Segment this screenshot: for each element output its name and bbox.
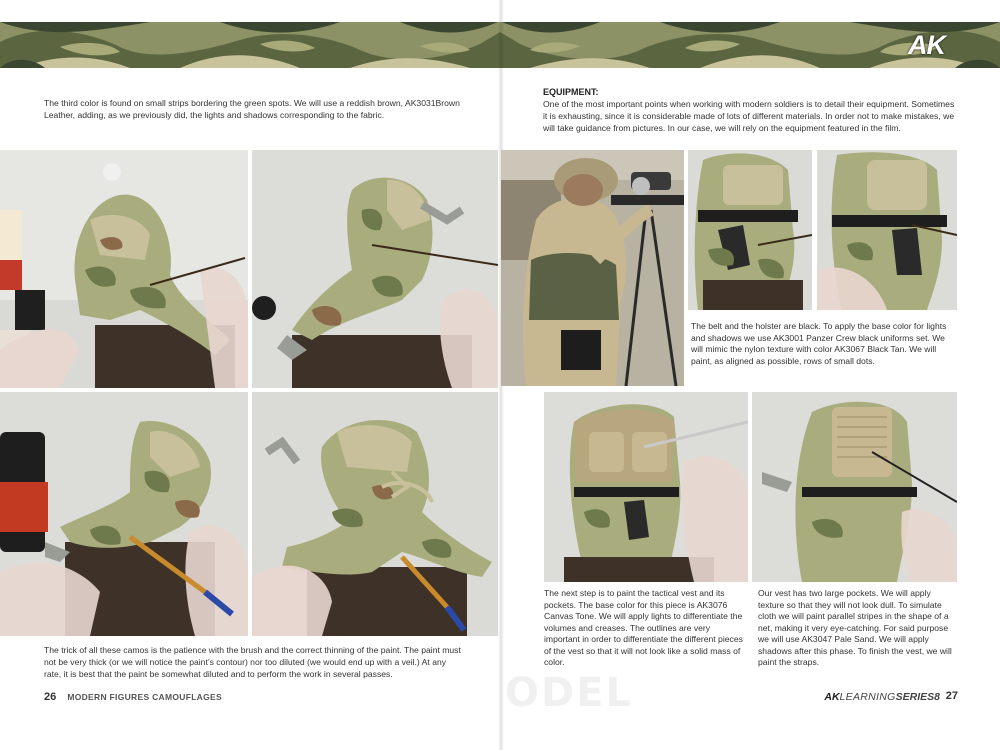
equipment-heading: EQUIPMENT: bbox=[543, 87, 599, 97]
series-learning: LEARNING bbox=[839, 691, 896, 703]
left-intro-paragraph: The third color is found on small strips bordering the green spots. We will use a reddish brown, AK3031Brown Leather, adding, as we previously did, the lights and shadows corresponding to the fabric. bbox=[44, 98, 460, 120]
left-bottom-paragraph: The trick of all these camos is the patience with the brush and the correct thinning of the paint. The paint must not be very thick (or we will notice the paint’s contour) nor too diluted (we would end up with a veil.) At any rate, it is best that the paint be somewhat diluted and to perform the work in several passes. bbox=[44, 645, 461, 679]
photo-belt-holster-2 bbox=[817, 150, 957, 310]
vest-pockets-paragraph: Our vest has two large pockets. We will apply texture so that they will not look dull. To simulate cloth we will paint parallel stripes in the shape of a net, making it very eye-catching. For said purpose we will use AK3047 Pale Sand. We will apply shadows after this phase. To finish the vest, we will paint the straps. bbox=[758, 588, 952, 667]
photo-soldier-reference bbox=[501, 150, 684, 386]
series-name: SERIES8 bbox=[895, 691, 940, 703]
equipment-intro-paragraph: One of the most important points when working with modern soldiers is to detail their equipment. Sometimes it is exhausting, since it is considerable made of lots of different materials. In order not to make mistakes, we will take guidance from pictures. In our case, we will rely on the equipment featured in the film. bbox=[543, 99, 955, 133]
photo-tactical-vest-2 bbox=[752, 392, 957, 582]
photo-figure-painting-3 bbox=[0, 392, 248, 636]
series-title bbox=[824, 691, 940, 703]
right-page-number: 27 bbox=[945, 690, 958, 702]
photo-belt-holster-1 bbox=[688, 150, 812, 310]
ak-logo: AK bbox=[908, 30, 945, 60]
left-footer bbox=[44, 691, 222, 703]
left-page-number: 26 bbox=[44, 691, 57, 703]
photo-tactical-vest-1 bbox=[544, 392, 748, 582]
photo-figure-painting-1 bbox=[0, 150, 248, 388]
tactical-vest-paragraph: The next step is to paint the tactical vest and its pockets. The base color for this piece is AK3076 Canvas Tone. We will apply lights to differentiate the volumes and creases. The outlines are very important in order to differentiate the different pieces of the vest so that it will not look like a solid mass of color. bbox=[544, 588, 743, 667]
photo-figure-painting-2 bbox=[252, 150, 498, 388]
series-ak: AK bbox=[824, 691, 840, 703]
running-title: MODERN FIGURES CAMOUFLAGES bbox=[67, 692, 222, 702]
watermark-text: ODEL bbox=[505, 670, 634, 716]
belt-holster-paragraph: The belt and the holster are black. To apply the base color for lights and shadows we use AK3001 Panzer Crew black uniforms set. We will mimic the nylon texture with color AK3067 Black Tan. We will paint, as aligned as possible, rows of small dots. bbox=[691, 321, 947, 366]
photo-figure-painting-4 bbox=[252, 392, 498, 636]
